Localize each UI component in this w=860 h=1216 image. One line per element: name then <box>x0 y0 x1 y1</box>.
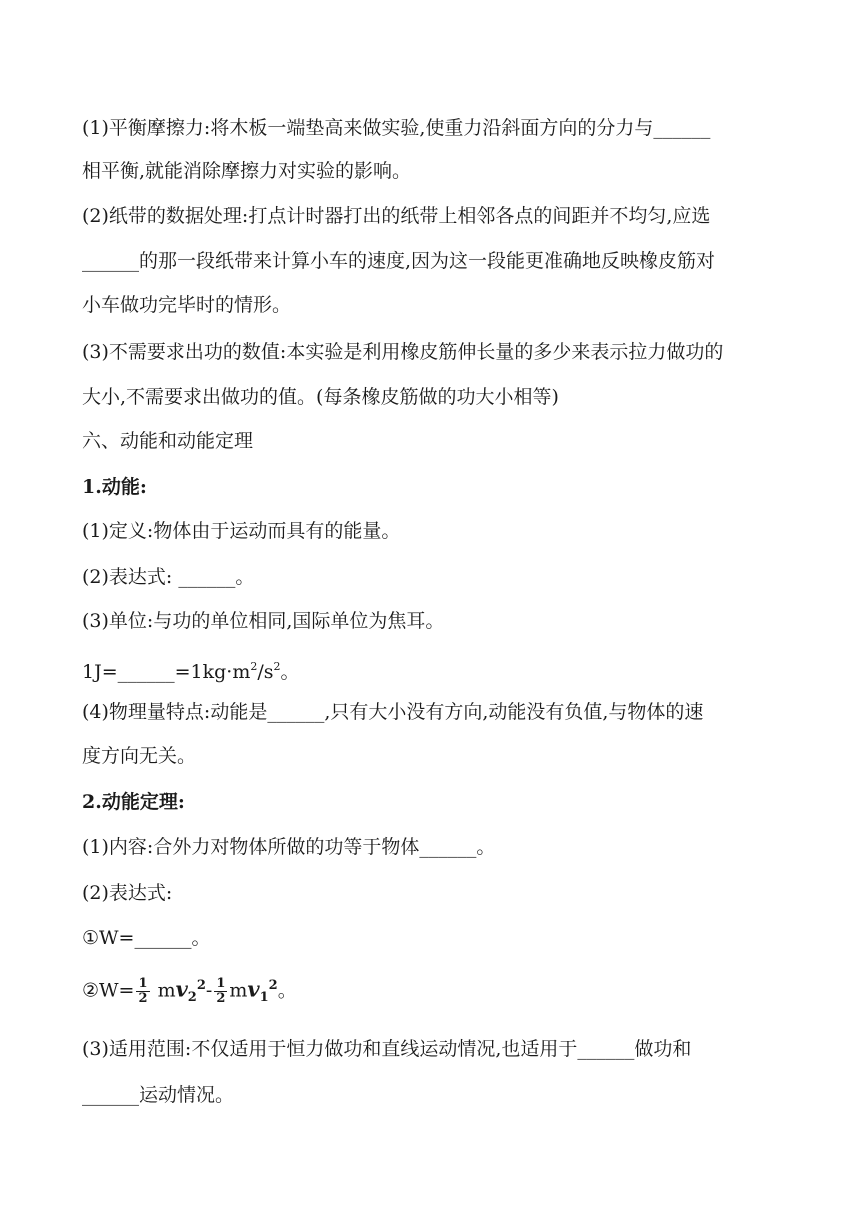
unit-line <box>82 654 782 685</box>
fraction-denominator: 2 <box>138 990 148 1006</box>
text-line: 大小,不需要求出做功的值。(每条橡皮筋做的功大小相等) <box>82 386 559 408</box>
velocity-symbol: v <box>247 976 260 1002</box>
superscript: 2 <box>196 978 206 993</box>
unit-prefix: 1J=______=1kg·m <box>82 661 251 683</box>
fraction-numerator: 1 <box>216 975 226 991</box>
formula-suffix: 。 <box>277 979 297 1002</box>
text-line: ______的那一段纸带来计算小车的速度,因为这一段能更准确地反映橡皮筋对 <box>82 250 716 272</box>
text-line: ______运动情况。 <box>82 1084 235 1106</box>
text-line: (2)表达式: <box>82 882 173 904</box>
unit-mid: /s <box>257 661 274 683</box>
unit-suffix: 。 <box>280 661 300 683</box>
text-line: 度方向无关。 <box>82 745 197 767</box>
superscript: 2 <box>268 978 278 993</box>
mass-symbol: m <box>151 979 176 1002</box>
unit-exponent: 2 <box>273 660 281 673</box>
subsection-heading: 2.动能定理: <box>82 791 185 813</box>
text-line: (1)内容:合外力对物体所做的功等于物体______。 <box>82 836 496 858</box>
text-line: (1)定义:物体由于运动而具有的能量。 <box>82 520 401 542</box>
unit-exponent: 2 <box>250 660 258 673</box>
mass-symbol: m <box>229 979 248 1002</box>
velocity-symbol: v <box>175 976 188 1002</box>
text-line: ①W=______。 <box>82 927 211 949</box>
fraction <box>214 977 227 1006</box>
fraction-denominator: 2 <box>216 990 226 1006</box>
subsection-heading: 1.动能: <box>82 476 147 498</box>
fraction <box>136 977 149 1006</box>
minus-sign: - <box>205 979 213 1002</box>
text-line: 相平衡,就能消除摩擦力对实验的影响。 <box>82 160 412 182</box>
subscript: 2 <box>187 990 197 1006</box>
fraction-numerator: 1 <box>138 975 148 991</box>
formula-line <box>82 968 782 1008</box>
text-line: (3)不需要求出功的数值:本实验是利用橡皮筋伸长量的多少来表示拉力做功的 <box>82 341 724 363</box>
subscript: 1 <box>259 990 269 1006</box>
text-line: (3)单位:与功的单位相同,国际单位为焦耳。 <box>82 610 445 632</box>
text-line: 小车做功完毕时的情形。 <box>82 294 292 316</box>
section-heading: 六、动能和动能定理 <box>82 430 254 452</box>
text-line: (2)纸带的数据处理:打点计时器打出的纸带上相邻各点的间距并不均匀,应选 <box>82 205 711 227</box>
text-line: (3)适用范围:不仅适用于恒力做功和直线运动情况,也适用于______做功和 <box>82 1038 692 1060</box>
text-line: (2)表达式: ______。 <box>82 566 255 588</box>
formula-prefix: ②W= <box>82 979 135 1002</box>
text-line: (1)平衡摩擦力:将木板一端垫高来做实验,使重力沿斜面方向的分力与______ <box>82 117 711 139</box>
text-line: (4)物理量特点:动能是______,只有大小没有方向,动能没有负值,与物体的速 <box>82 701 704 723</box>
